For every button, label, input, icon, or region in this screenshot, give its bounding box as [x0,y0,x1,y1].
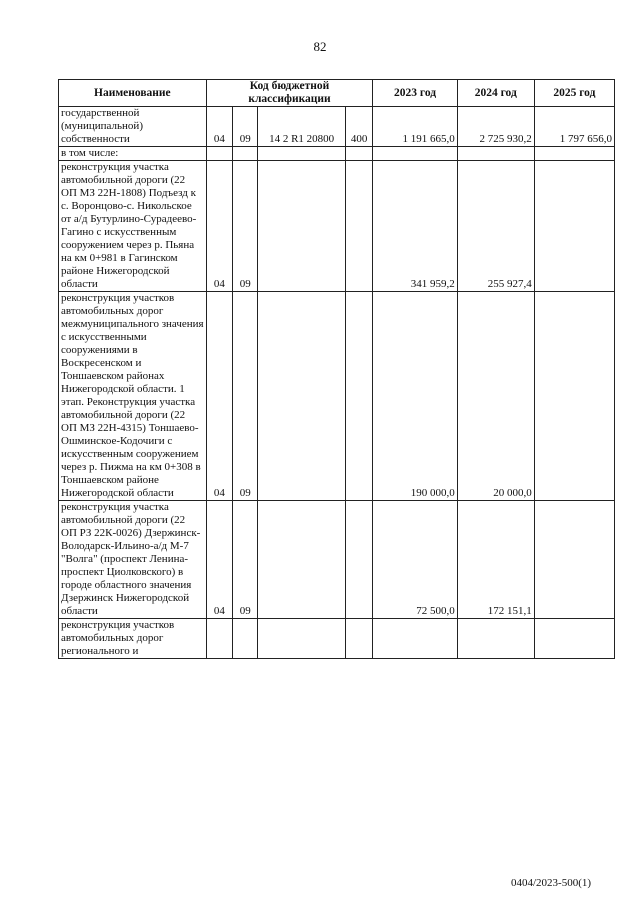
row-code-section [206,619,232,659]
row-code-target [258,161,346,292]
row-name: в том числе: [59,147,207,161]
row-value-2025 [534,292,614,501]
row-value-2024: 20 000,0 [457,292,534,501]
row-name: реконструкция участков автомобильных дорог регионального и [59,619,207,659]
row-code-expense-type: 400 [345,107,372,147]
row-name: реконструкция участков автомобильных дорог межмуниципального значения с искусственными сооружениями в Воскресенском и Тоншаевском районах Нижегородской области. 1 этап. Реконструкция участка автомобильной дороги (22 ОП МЗ 22Н-4315) Тоншаево-Ошминское-Кодочиги с искусственным сооружением через р. Пижма на км 0+308 в Тоншаевском районе Нижегородской области [59,292,207,501]
row-value-2025 [534,161,614,292]
row-code-expense-type [345,501,372,619]
row-value-2025 [534,147,614,161]
row-code-section [206,147,232,161]
row-code-subsection: 09 [233,161,258,292]
row-value-2023: 1 191 665,0 [373,107,457,147]
row-value-2024: 255 927,4 [457,161,534,292]
table-row [59,161,615,292]
row-code-target [258,501,346,619]
row-code-section: 04 [206,161,232,292]
header-2023: 2023 год [373,80,457,107]
row-code-section: 04 [206,501,232,619]
row-code-expense-type [345,147,372,161]
table-row [59,619,615,659]
row-code-expense-type [345,161,372,292]
row-value-2023: 190 000,0 [373,292,457,501]
header-name: Наименование [59,80,207,107]
row-value-2024 [457,619,534,659]
table-row [59,501,615,619]
row-name: реконструкция участка автомобильной дороги (22 ОП МЗ 22Н-1808) Подъезд к с. Воронцово-с. Никольское от а/д Бутурлино-Сурадеево-Гагино с искусственным сооружением через р. Пьяна на км 0+981 в Гагинском районе Нижегородской области [59,161,207,292]
table-row [59,292,615,501]
row-code-subsection: 09 [233,107,258,147]
row-value-2025 [534,619,614,659]
header-2025: 2025 год [534,80,614,107]
row-value-2023 [373,147,457,161]
header-2024: 2024 год [457,80,534,107]
row-code-target: 14 2 R1 20800 [258,107,346,147]
row-value-2024: 172 151,1 [457,501,534,619]
row-code-expense-type [345,292,372,501]
row-code-target [258,147,346,161]
row-code-section: 04 [206,107,232,147]
row-code-target [258,619,346,659]
row-code-target [258,292,346,501]
row-value-2023: 341 959,2 [373,161,457,292]
row-value-2025 [534,501,614,619]
row-code-subsection [233,147,258,161]
budget-table [58,79,615,659]
row-value-2023: 72 500,0 [373,501,457,619]
page-number: 82 [313,39,327,54]
row-name: государственной (муниципальной) собственности [59,107,207,147]
table-row [59,107,615,147]
row-code-section: 04 [206,292,232,501]
row-name: реконструкция участка автомобильной дороги (22 ОП РЗ 22К-0026) Дзержинск-Володарск-Ильино-а/д М-7 "Волга" (проспект Ленина-проспект Циолковского) в городе областного значения Дзержинск Нижегородской области [59,501,207,619]
header-row [59,80,615,107]
document-code: 0404/2023-500(1) [511,877,592,889]
row-code-subsection: 09 [233,292,258,501]
row-value-2024 [457,147,534,161]
table-row [59,147,615,161]
row-code-subsection: 09 [233,501,258,619]
row-value-2024: 2 725 930,2 [457,107,534,147]
header-code: Код бюджетной классификации [206,80,373,107]
row-value-2025: 1 797 656,0 [534,107,614,147]
row-code-expense-type [345,619,372,659]
row-value-2023 [373,619,457,659]
row-code-subsection [233,619,258,659]
